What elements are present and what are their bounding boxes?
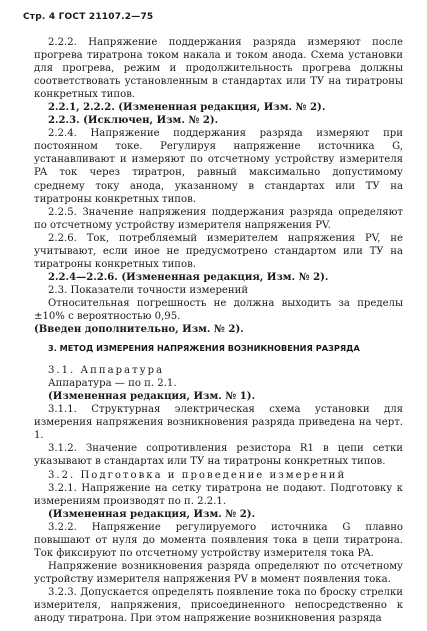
document-body	[34, 36, 403, 625]
amendment-note: 2.2.4—2.2.6. (Измененная редакция, Изм. № 2).	[48, 271, 329, 283]
paragraph: 3.1.2. Значение сопротивления резистора R1 в цепи сетки указывают в стандартах или ТУ на тиратроны конкретных типов.	[34, 443, 403, 468]
paragraph: 2.2.5. Значение напряжения поддержания разряда определяют по отсчетному устройству измерителя напряжения PV.	[34, 206, 403, 231]
paragraph: Напряжение возникновения разряда определяют по отсчетному устройству измерителя напряжения PV в момент появления тока.	[34, 560, 403, 585]
amendment-note: 2.2.1, 2.2.2. (Измененная редакция, Изм. № 2).	[48, 102, 326, 114]
paragraph: 2.2.6. Ток, потребляемый измерителем напряжения PV, не учитывают, если иное не предусмотрено стандартом или ТУ на тиратроны конкретных типов.	[34, 232, 403, 270]
paragraph: 2.2.2. Напряжение поддержания разряда измеряют после прогрева тиратрона током накала и током анода. Схема установки для прогрева, режим и продолжительность прогрева должны соответствовать установленным в стандартах или ТУ на тиратроны конкретных типов.	[34, 37, 403, 101]
paragraph: 3.2.3. Допускается определять появление тока по броску стрелки измерителя, напряжения, присоединенного непосредственно к аноду тиратрона. При этом напряжение возникновения разряда	[34, 586, 403, 625]
paragraph: 2.2.4. Напряжение поддержания разряда измеряют при постоянном токе. Регулируя напряжение источника G, устанавливают и измеряют по отсчетному устройству измерителя PA ток через тиратрон, равный максимально допустимому среднему току анода, указанному в стандартах или ТУ на тиратроны конкретных типов.	[34, 128, 403, 205]
paragraph: 3.1.1. Структурная электрическая схема установки для измерения напряжения возникновения разряда приведена на черт. 1.	[34, 404, 403, 442]
paragraph: 3.2.1. Напряжение на сетку тиратрона не подают. Подготовку к измерениям производят по п. 2.2.1.	[34, 482, 403, 507]
subsection-heading: 2.3. Показатели точности измерений	[48, 284, 249, 296]
amendment-note: (Введен дополнительно, Изм. № 2).	[34, 324, 244, 336]
subsection-heading: 3.2. Подготовка и проведение измерений	[48, 469, 347, 481]
amendment-note: (Измененная редакция, Изм. № 2).	[48, 508, 256, 520]
section-title: 3. МЕТОД ИЗМЕРЕНИЯ НАПРЯЖЕНИЯ ВОЗНИКНОВЕНИЯ РАЗРЯДА	[48, 343, 360, 354]
amendment-note: (Измененная редакция, Изм. № 1).	[48, 391, 256, 403]
page-header: Стр. 4 ГОСТ 21107.2—75	[23, 12, 154, 22]
paragraph: 3.2.2. Напряжение регулируемого источника G плавно повышают от нуля до момента появления тока в цепи тиратрона. Ток фиксируют по отсчетному устройству измерителя тока PA.	[34, 521, 403, 559]
paragraph: Аппаратура — по п. 2.1.	[48, 378, 177, 390]
amendment-note: 2.2.3. (Исключен, Изм. № 2).	[48, 115, 219, 127]
paragraph: Относительная погрешность не должна выходить за пределы ±10% с вероятностью 0,95.	[34, 297, 403, 322]
subsection-heading: 3.1. Аппаратура	[48, 365, 165, 377]
